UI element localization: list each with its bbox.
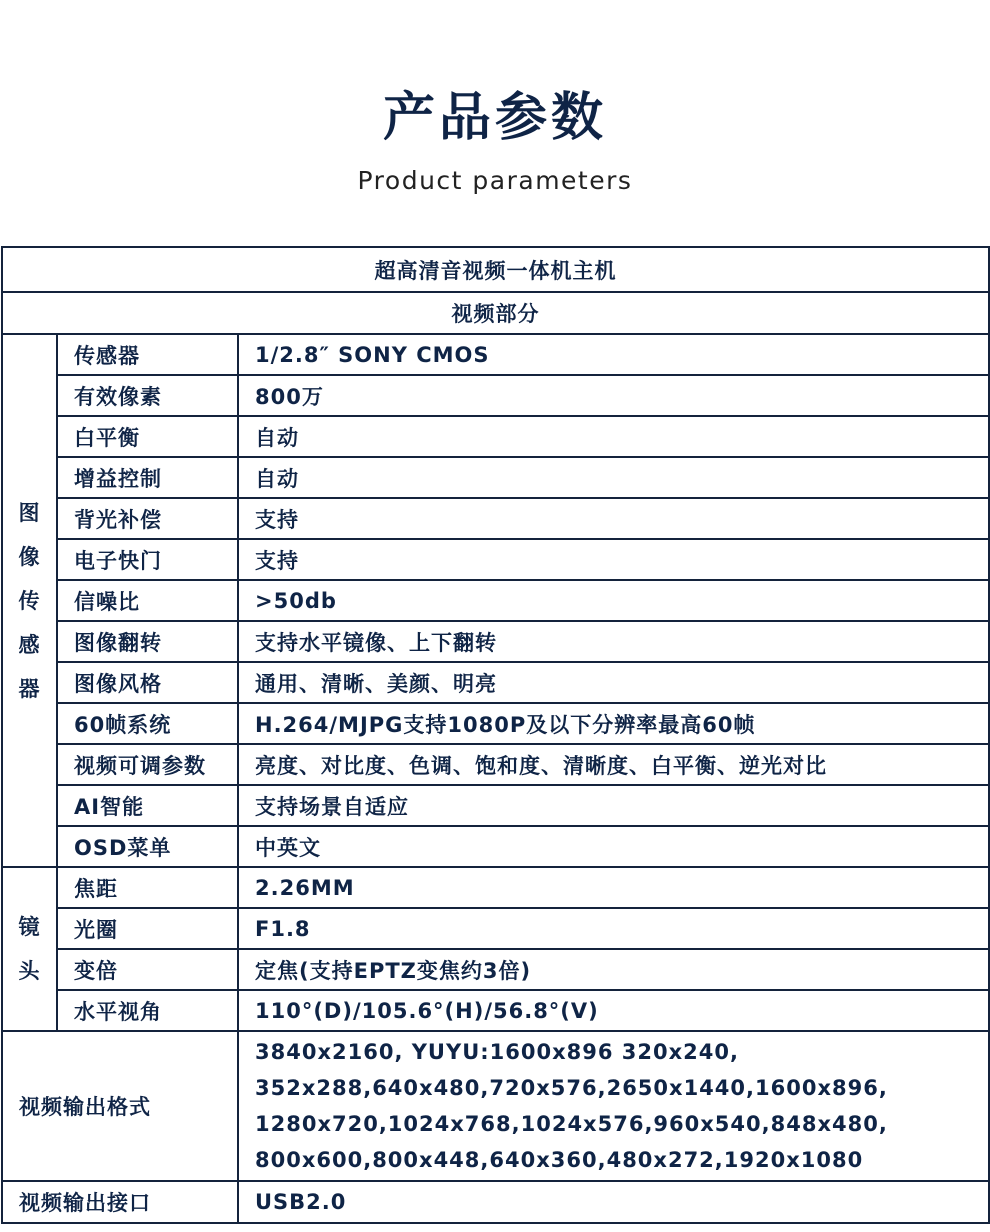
param-value: 定焦(支持EPTZ变焦约3倍) bbox=[238, 949, 989, 990]
output-format-line: 3840x2160, YUYU:1600x896 320x240, bbox=[255, 1040, 739, 1064]
param-name: 图像风格 bbox=[57, 662, 238, 703]
table-row bbox=[2, 662, 989, 703]
table-row bbox=[2, 334, 989, 375]
param-value: 110°(D)/105.6°(H)/56.8°(V) bbox=[238, 990, 989, 1031]
table-row bbox=[2, 457, 989, 498]
param-value: F1.8 bbox=[238, 908, 989, 949]
param-name: 信噪比 bbox=[57, 580, 238, 621]
table-row bbox=[2, 1181, 989, 1223]
param-name: 水平视角 bbox=[57, 990, 238, 1031]
output-format-line: 352x288,640x480,720x576,2650x1440,1600x896, bbox=[255, 1076, 888, 1100]
param-value: H.264/MJPG支持1080P及以下分辨率最高60帧 bbox=[238, 703, 989, 744]
output-format-name: 视频输出格式 bbox=[2, 1031, 238, 1181]
table-row bbox=[2, 375, 989, 416]
param-name: 增益控制 bbox=[57, 457, 238, 498]
table-row bbox=[2, 744, 989, 785]
output-format-line: 1280x720,1024x768,1024x576,960x540,848x480, bbox=[255, 1112, 888, 1136]
table-row bbox=[2, 867, 989, 908]
table-row bbox=[2, 580, 989, 621]
page-subtitle: Product parameters bbox=[357, 166, 633, 195]
param-name: 60帧系统 bbox=[57, 703, 238, 744]
param-value: 800万 bbox=[238, 375, 989, 416]
table-row bbox=[2, 498, 989, 539]
output-format-value bbox=[238, 1031, 989, 1181]
param-value: 支持场景自适应 bbox=[238, 785, 989, 826]
param-value: 2.26MM bbox=[238, 867, 989, 908]
table-row bbox=[2, 539, 989, 580]
param-value: 支持 bbox=[238, 498, 989, 539]
output-interface-name: 视频输出接口 bbox=[2, 1181, 238, 1223]
param-name: OSD菜单 bbox=[57, 826, 238, 867]
param-name: 光圈 bbox=[57, 908, 238, 949]
table-row bbox=[2, 703, 989, 744]
param-value: 支持水平镜像、上下翻转 bbox=[238, 621, 989, 662]
table-row bbox=[2, 1031, 989, 1181]
param-name: 传感器 bbox=[57, 334, 238, 375]
param-name: 视频可调参数 bbox=[57, 744, 238, 785]
param-value: 中英文 bbox=[238, 826, 989, 867]
table-row bbox=[2, 949, 989, 990]
table-row bbox=[2, 826, 989, 867]
spec-table bbox=[1, 246, 990, 1224]
table-section-row bbox=[2, 292, 989, 334]
group-label-lens: 镜头 bbox=[2, 867, 57, 1031]
param-value: 1/2.8″ SONY CMOS bbox=[238, 334, 989, 375]
table-row bbox=[2, 908, 989, 949]
param-value: 支持 bbox=[238, 539, 989, 580]
output-interface-value: USB2.0 bbox=[238, 1181, 989, 1223]
param-name: 电子快门 bbox=[57, 539, 238, 580]
param-value: 自动 bbox=[238, 457, 989, 498]
param-name: 有效像素 bbox=[57, 375, 238, 416]
table-row bbox=[2, 621, 989, 662]
table-row bbox=[2, 416, 989, 457]
table-section-title: 视频部分 bbox=[2, 292, 989, 334]
table-title-row bbox=[2, 247, 989, 292]
output-format-line: 800x600,800x448,640x360,480x272,1920x1080 bbox=[255, 1148, 864, 1172]
param-name: 焦距 bbox=[57, 867, 238, 908]
table-main-title: 超高清音视频一体机主机 bbox=[2, 247, 989, 292]
param-name: AI智能 bbox=[57, 785, 238, 826]
table-row bbox=[2, 785, 989, 826]
param-value: 通用、清晰、美颜、明亮 bbox=[238, 662, 989, 703]
group-label-image-sensor: 图像传感器 bbox=[2, 334, 57, 867]
param-name: 变倍 bbox=[57, 949, 238, 990]
param-name: 白平衡 bbox=[57, 416, 238, 457]
param-value: 自动 bbox=[238, 416, 989, 457]
param-name: 背光补偿 bbox=[57, 498, 238, 539]
page-title: 产品参数 bbox=[382, 88, 607, 148]
param-name: 图像翻转 bbox=[57, 621, 238, 662]
param-value: >50db bbox=[238, 580, 989, 621]
table-row bbox=[2, 990, 989, 1031]
param-value: 亮度、对比度、色调、饱和度、清晰度、白平衡、逆光对比 bbox=[238, 744, 989, 785]
